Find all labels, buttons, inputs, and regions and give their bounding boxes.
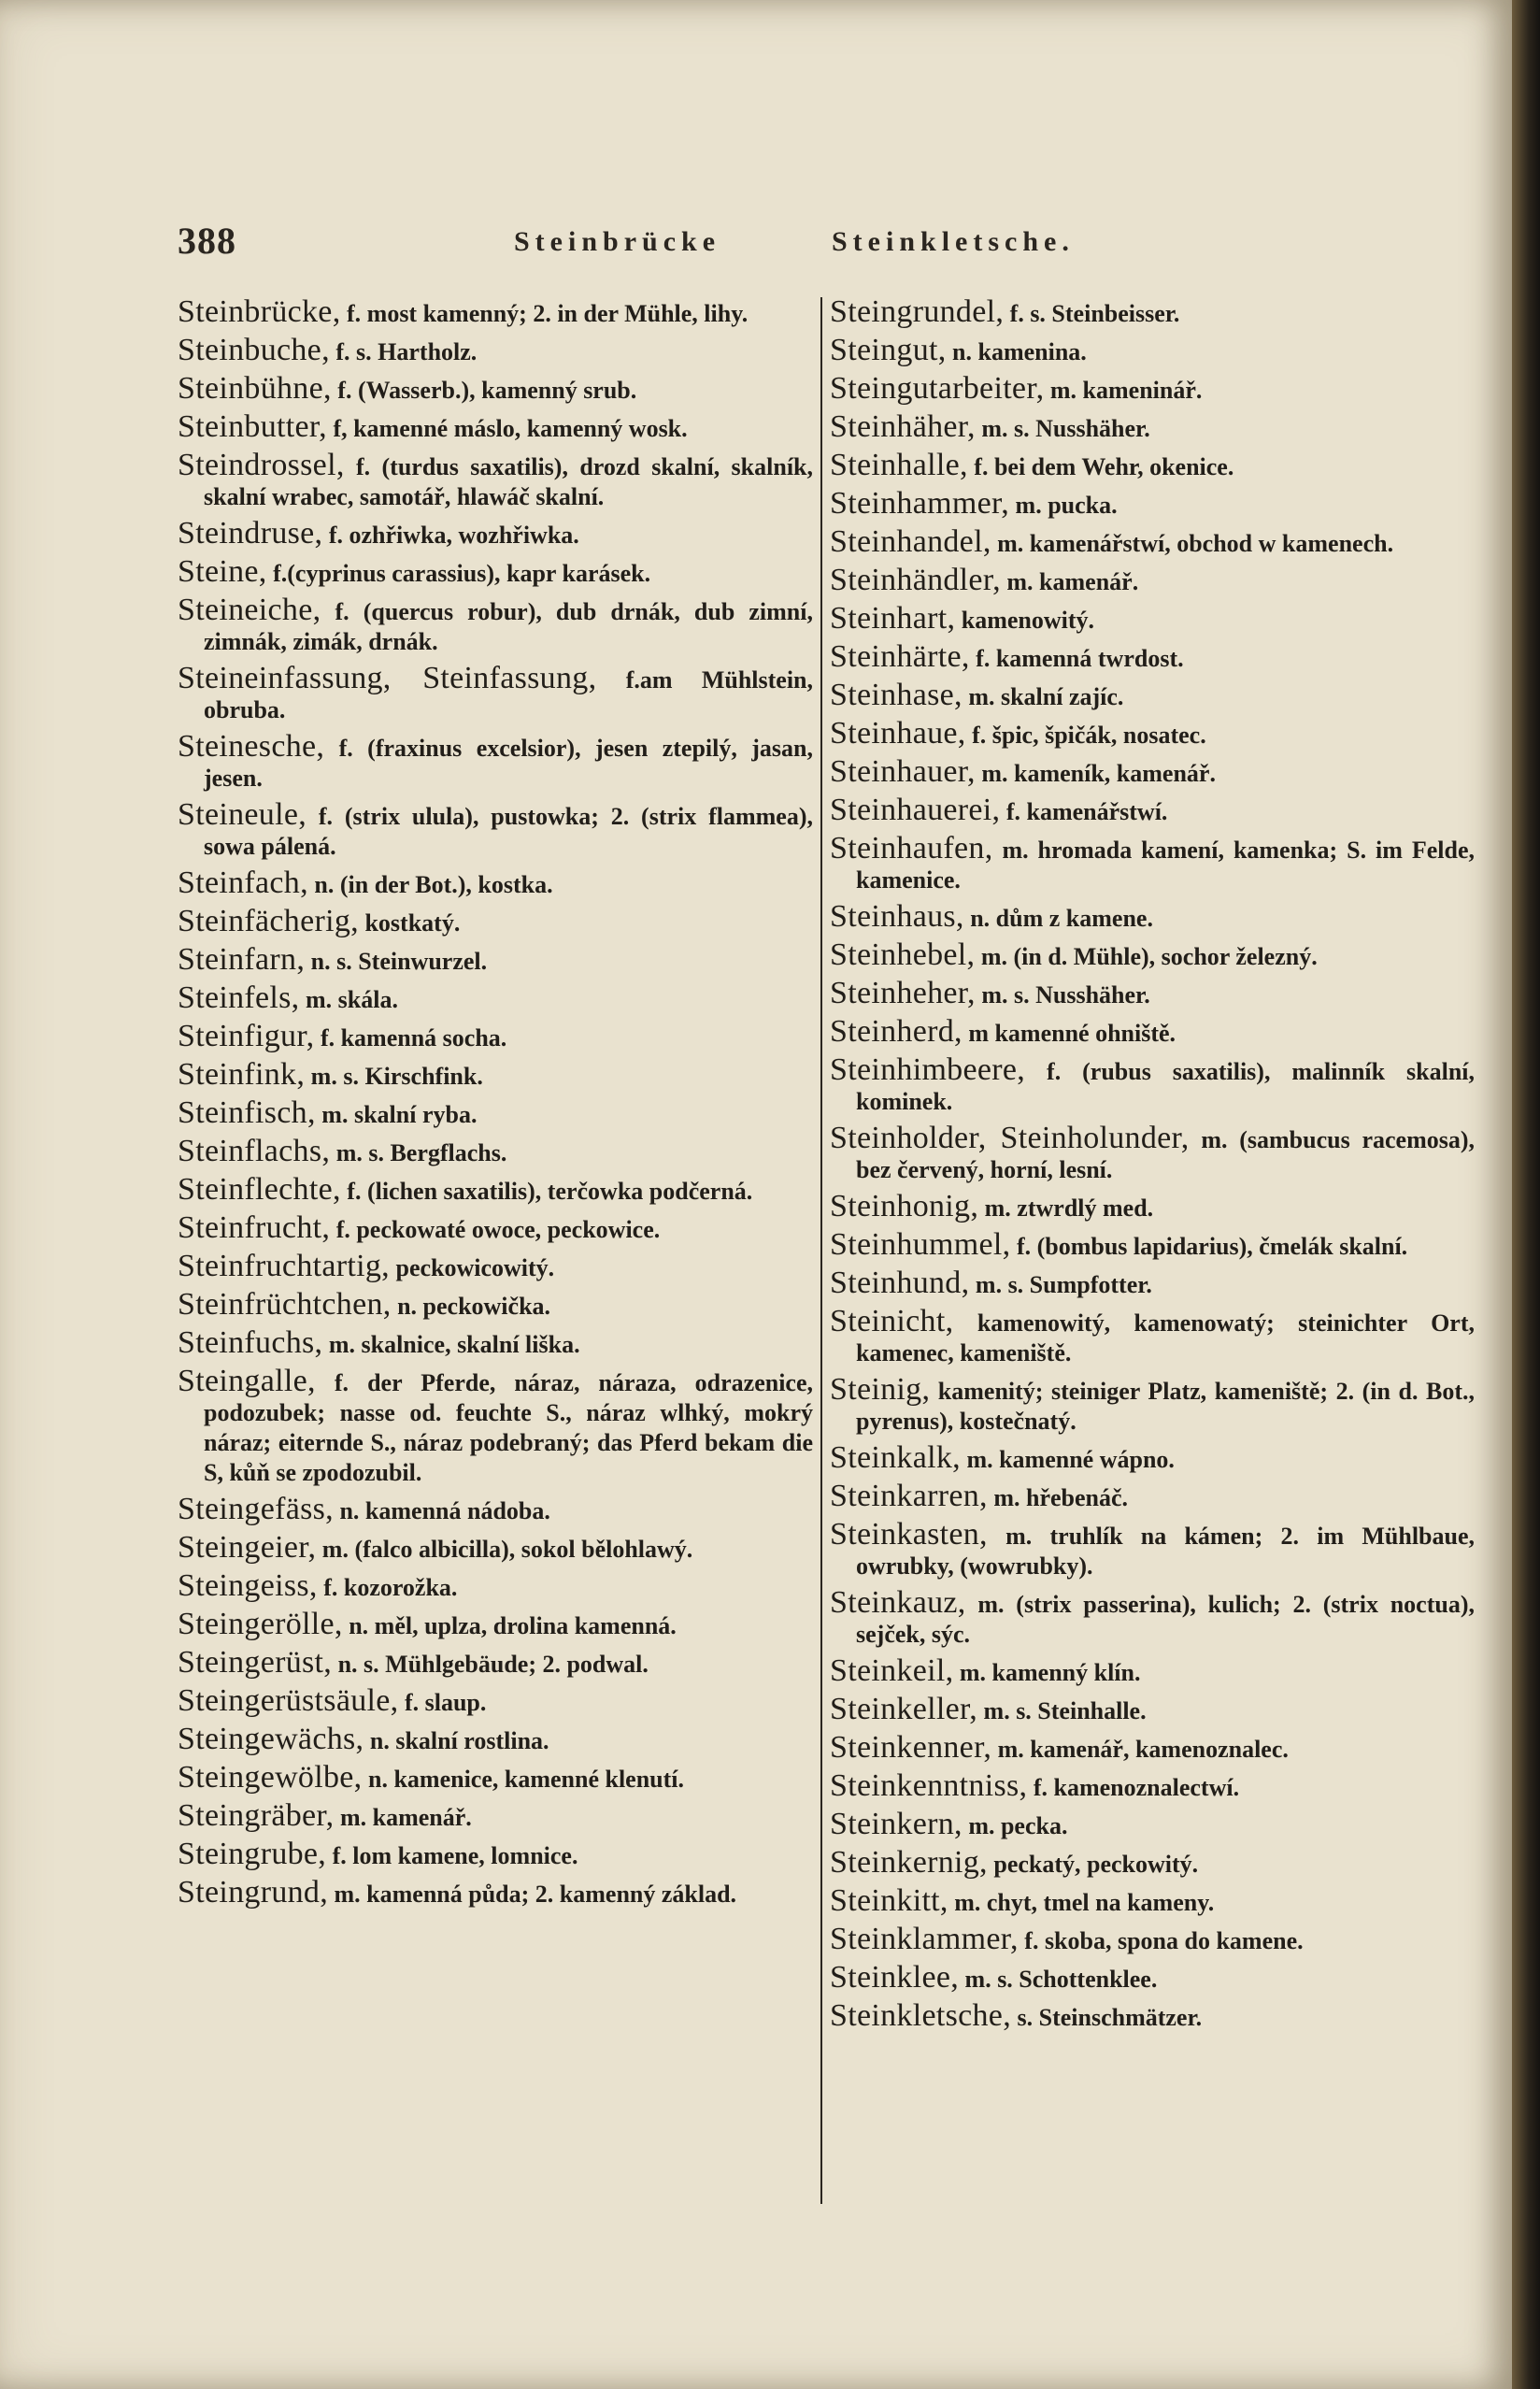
entry-definition: f. lom kamene, lomnice.: [332, 1842, 578, 1869]
entry-definition: m. kameník, kamenář.: [981, 760, 1216, 787]
entry-definition: m. (sambucus racemosa), bez červený, horní, lesní.: [856, 1126, 1476, 1183]
entry-headword: Steinig,: [830, 1372, 931, 1407]
entry-headword: Steinfarn,: [178, 942, 306, 977]
entry-definition: m. s. Nusshäher.: [981, 981, 1150, 1009]
entry-definition: f. peckowaté owoce, peckowice.: [335, 1216, 661, 1243]
dictionary-entry: [830, 1960, 1475, 1995]
dictionary-entry: [178, 661, 814, 725]
entry-headword: Steinhimbeere,: [830, 1052, 1026, 1087]
entry-headword: Steinkeller,: [830, 1692, 978, 1726]
entry-headword: Steingeiss,: [178, 1568, 318, 1603]
entry-definition: m. s. Kirschfink.: [310, 1063, 483, 1090]
entry-headword: Steinhund,: [830, 1266, 970, 1300]
dictionary-entry: [178, 1798, 813, 1833]
entry-headword: Steinkitt,: [830, 1883, 948, 1918]
entry-definition: f. s. Steinbeisser.: [1009, 300, 1180, 327]
dictionary-entry: [830, 1014, 1475, 1049]
entry-definition: m. chyt, tmel na kameny.: [954, 1889, 1215, 1916]
entry-definition: f. (fraxinus excelsior), jesen ztepilý, jasan, jesen.: [204, 735, 813, 792]
entry-definition: m. truhlík na kámen; 2. im Mühlbaue, owrubky, (wowrubky).: [856, 1523, 1476, 1580]
dictionary-entry: [830, 1585, 1475, 1650]
entry-headword: Steinkasten,: [830, 1517, 988, 1552]
entry-definition: f. most kamenný; 2. in der Mühle, lihy.: [347, 300, 749, 327]
entry-headword: Steinhandel,: [830, 524, 991, 559]
entry-definition: m. s. Schottenklee.: [964, 1966, 1158, 1993]
entry-headword: Steinfruchtartig,: [178, 1249, 390, 1283]
entry-definition: f. (Wasserb.), kamenný srub.: [337, 377, 637, 404]
dictionary-entry: [830, 1807, 1475, 1841]
dictionary-entry: [178, 1492, 813, 1526]
entry-headword: Steinholder, Steinholunder,: [830, 1121, 1190, 1155]
entry-headword: Steingrube,: [178, 1837, 327, 1871]
dictionary-entry: [830, 1227, 1475, 1262]
entry-headword: Steinfels,: [178, 980, 300, 1015]
entry-definition: s. Steinschmätzer.: [1017, 2004, 1203, 2031]
entry-definition: m. kamenná půda; 2. kamenný základ.: [334, 1881, 737, 1908]
entry-headword: Steinkeil,: [830, 1653, 954, 1688]
dictionary-entry: [178, 1645, 813, 1680]
entry-headword: Steinhammer,: [830, 486, 1010, 521]
dictionary-entry: [178, 409, 813, 444]
entry-definition: n. skalní rostlina.: [369, 1727, 549, 1754]
entry-definition: f. kozorožka.: [323, 1574, 458, 1601]
entry-headword: Steinheher,: [830, 976, 976, 1010]
dictionary-entry: [178, 1172, 813, 1207]
entry-definition: m. (strix passerina), kulich; 2. (strix noctua), sejček, sýc.: [856, 1591, 1475, 1648]
dictionary-entry: [830, 1845, 1475, 1880]
dictionary-entry: [178, 1530, 813, 1565]
entry-definition: m. (falco albicilla), sokol bělohlawý.: [321, 1536, 693, 1563]
entry-definition: n. dům z kamene.: [970, 905, 1153, 932]
entry-headword: Steinhalle,: [830, 448, 968, 482]
entry-headword: Steinhauer,: [830, 754, 976, 789]
entry-definition: kamenitý; steiniger Platz, kameniště; 2. (in d. Bot., pyrenus), kostečnatý.: [856, 1378, 1475, 1435]
entry-headword: Steineinfassung, Steinfassung,: [178, 661, 597, 695]
entry-definition: m. skalnice, skalní liška.: [328, 1331, 580, 1358]
dictionary-entry: [178, 1325, 813, 1360]
dictionary-entry: [830, 409, 1475, 444]
dictionary-entry: [830, 333, 1475, 367]
dictionary-entry: [178, 1019, 813, 1053]
entry-definition: n. s. Steinwurzel.: [310, 948, 488, 975]
guide-word-left: Steinbrücke: [514, 226, 721, 257]
entry-definition: m. ztwrdlý med.: [984, 1194, 1154, 1222]
dictionary-entry: [178, 904, 813, 938]
dictionary-entry: [830, 1768, 1475, 1803]
entry-definition: f. slaup.: [404, 1689, 487, 1716]
entry-definition: m. kamenář.: [1006, 568, 1139, 595]
dictionary-entry: [178, 1839, 813, 1871]
dictionary-entry: [830, 1517, 1476, 1581]
entry-headword: Steinhäher,: [830, 409, 976, 444]
dictionary-entry: [830, 716, 1475, 751]
page-header: [178, 213, 1168, 269]
entry-definition: f. (quercus robur), dub drnák, dub zimní, zimnák, zimák, drnák.: [204, 598, 813, 655]
dictionary-entry: [178, 1724, 813, 1756]
entry-definition: f.am Mühlstein, obruba.: [204, 666, 814, 723]
entry-headword: Steinhonig,: [830, 1189, 979, 1223]
entry-headword: Steinflachs,: [178, 1134, 331, 1168]
entry-headword: Steinhärte,: [830, 639, 970, 674]
entry-headword: Steinfrucht,: [178, 1210, 331, 1245]
entry-headword: Steinflechte,: [178, 1172, 341, 1207]
dictionary-entry: [830, 1481, 1475, 1513]
entry-headword: Steinbuche,: [178, 333, 330, 367]
entry-headword: Steingewölbe,: [178, 1760, 363, 1795]
dictionary-entry: [178, 1568, 813, 1603]
entry-definition: m kamenné ohniště.: [968, 1020, 1176, 1047]
dictionary-entry: [178, 1683, 813, 1718]
dictionary-entry: [830, 976, 1475, 1010]
entry-definition: f. kamenná socha.: [320, 1024, 507, 1051]
entry-definition: f. kamenoznalectwí.: [1033, 1774, 1240, 1801]
entry-definition: f. bei dem Wehr, okenice.: [974, 453, 1234, 480]
entry-headword: Steingerölle,: [178, 1607, 343, 1641]
entry-headword: Steinkarren,: [830, 1479, 988, 1513]
dictionary-entry: [830, 1730, 1475, 1765]
dictionary-entry: [178, 942, 813, 977]
entry-definition: m. hřebenáč.: [993, 1484, 1129, 1511]
dictionary-entry: [178, 1875, 813, 1910]
dictionary-entry: [178, 797, 813, 862]
dictionary-entry: [830, 680, 1475, 712]
entry-definition: f. (rubus saxatilis), malinník skalní, kominek.: [856, 1058, 1476, 1115]
dictionary-entry: [830, 1052, 1476, 1117]
entry-definition: f, kamenné máslo, kamenný wosk.: [333, 415, 688, 442]
entry-headword: Steine,: [178, 554, 267, 589]
entry-definition: m. kamenný klín.: [959, 1659, 1141, 1686]
entry-headword: Steinhebel,: [830, 937, 976, 972]
entry-definition: m. kameninář.: [1049, 377, 1203, 404]
dictionary-entry: [178, 294, 813, 329]
entry-definition: f. (strix ulula), pustowka; 2. (strix flammea), sowa pálená.: [204, 803, 813, 860]
entry-headword: Steinhaus,: [830, 899, 964, 934]
entry-definition: m. skála.: [305, 986, 398, 1013]
entry-headword: Steingewächs,: [178, 1722, 364, 1756]
dictionary-entry: [178, 1760, 813, 1795]
dictionary-entry: [178, 1095, 813, 1130]
dictionary-entry: [830, 1692, 1475, 1726]
entry-definition: f. ozhřiwka, wozhřiwka.: [328, 522, 579, 549]
entry-definition: m. kamenář, kamenoznalec.: [997, 1736, 1289, 1763]
dictionary-entry: [830, 1998, 1475, 2033]
entry-headword: Steinicht,: [830, 1304, 954, 1338]
entry-headword: Steinkletsche,: [830, 1998, 1011, 2033]
entry-headword: Steinkern,: [830, 1807, 962, 1841]
entry-headword: Steinhauerei,: [830, 793, 1001, 827]
entry-definition: m. s. Nusshäher.: [981, 415, 1150, 442]
dictionary-entry: [830, 1189, 1475, 1223]
entry-definition: f. (lichen saxatilis), terčowka podčerná.: [347, 1178, 753, 1205]
dictionary-entry: [830, 1304, 1476, 1368]
entry-headword: Steingrund,: [178, 1875, 329, 1910]
entry-definition: peckatý, peckowitý.: [993, 1851, 1199, 1878]
entry-definition: kostkatý.: [364, 909, 461, 937]
dictionary-entry: [830, 1883, 1475, 1918]
entry-headword: Steinbrücke,: [178, 294, 341, 329]
entry-definition: m. skalní zajíc.: [968, 683, 1124, 710]
dictionary-entry: [830, 831, 1476, 895]
dictionary-entry: [178, 1287, 813, 1322]
entry-definition: n. s. Mühlgebäude; 2. podwal.: [337, 1651, 649, 1678]
entry-definition: m. s. Sumpfotter.: [975, 1271, 1152, 1298]
column-divider: [820, 297, 822, 2204]
entry-headword: Steinhummel,: [830, 1227, 1011, 1262]
dictionary-entry: [178, 1366, 813, 1488]
entry-headword: Steinfrüchtchen,: [178, 1287, 392, 1322]
dictionary-entry: [178, 1134, 813, 1168]
dictionary-entry: [830, 1924, 1475, 1956]
dictionary-entry: [830, 294, 1475, 329]
dictionary-entry: [830, 1440, 1475, 1475]
dictionary-entry: [830, 899, 1475, 934]
entry-headword: Steingrundel,: [830, 294, 1005, 329]
entry-headword: Steinbühne,: [178, 371, 332, 406]
dictionary-entry: [830, 448, 1475, 482]
dictionary-entry: [178, 1057, 813, 1092]
entry-headword: Steinherd,: [830, 1014, 962, 1049]
dictionary-entry: [830, 795, 1475, 827]
dictionary-entry: [830, 754, 1475, 789]
entry-definition: kamenowitý, kamenowatý; steinichter Ort, kamenec, kameniště.: [856, 1309, 1476, 1366]
entry-headword: Steinfink,: [178, 1057, 306, 1092]
entry-definition: n. kamenná nádoba.: [339, 1497, 550, 1524]
entry-headword: Steinhart,: [830, 601, 956, 636]
entry-definition: f. (turdus saxatilis), drozd skalní, skalník, skalní wrabec, samotář, hlawáč skalní.: [204, 453, 814, 510]
dictionary-entry: [830, 565, 1475, 597]
entry-definition: m. (in d. Mühle), sochor železný.: [980, 943, 1318, 970]
dictionary-entry: [178, 554, 813, 589]
dictionary-entry: [830, 639, 1475, 674]
dictionary-entry: [178, 865, 813, 900]
entry-definition: m. kamenné wápno.: [966, 1446, 1175, 1473]
entry-headword: Steinfisch,: [178, 1095, 316, 1130]
entry-headword: Steingalle,: [178, 1364, 316, 1398]
entry-headword: Steineiche,: [178, 593, 321, 627]
entry-headword: Steinhase,: [830, 678, 962, 712]
dictionary-entry: [830, 601, 1475, 636]
dictionary-entry: [830, 1653, 1475, 1688]
dictionary-entry: [178, 333, 813, 367]
entry-definition: f. skoba, spona do kamene.: [1024, 1927, 1304, 1954]
entry-headword: Steineule,: [178, 797, 307, 832]
entry-headword: Steinhändler,: [830, 563, 1001, 597]
entry-headword: Steingerüst,: [178, 1645, 333, 1680]
entry-headword: Steinesche,: [178, 729, 325, 764]
dictionary-entry: [830, 1268, 1475, 1300]
dictionary-entry: [178, 595, 813, 657]
dictionary-entry: [830, 1123, 1475, 1185]
page-number: 388: [178, 220, 236, 262]
book-spine: [1512, 0, 1540, 2389]
entry-definition: f.(cyprinus carassius), kapr karásek.: [273, 560, 651, 587]
dictionary-entry: [830, 486, 1475, 521]
entry-headword: Steinfächerig,: [178, 904, 359, 938]
entry-definition: kamenowitý.: [961, 607, 1095, 634]
entry-headword: Steinkernig,: [830, 1845, 988, 1880]
entry-definition: m. skalní ryba.: [321, 1101, 478, 1128]
entry-headword: Steinbutter,: [178, 409, 327, 444]
dictionary-entry: [830, 524, 1475, 559]
entry-headword: Steinfach,: [178, 865, 308, 900]
entry-definition: m. kamenářstwí, obchod w kamenech.: [997, 530, 1394, 557]
guide-word-right: Steinkletsche.: [832, 226, 1075, 257]
entry-headword: Steinhaue,: [830, 716, 966, 751]
entry-headword: Steingräber,: [178, 1798, 335, 1833]
entry-definition: f. s. Hartholz.: [335, 338, 478, 365]
entry-headword: Steinkalk,: [830, 1440, 961, 1475]
entry-headword: Steinklammer,: [830, 1922, 1019, 1956]
entry-definition: m. s. Bergflachs.: [335, 1139, 507, 1166]
entry-definition: m. pecka.: [968, 1812, 1068, 1839]
entry-headword: Steingefäss,: [178, 1492, 334, 1526]
dictionary-entry: [830, 937, 1475, 972]
dictionary-entry: [830, 371, 1475, 406]
dictionary-entry: [178, 1249, 813, 1283]
entry-headword: Steinfuchs,: [178, 1325, 323, 1360]
entry-headword: Steinklee,: [830, 1960, 960, 1995]
entry-headword: Steinfigur,: [178, 1019, 315, 1053]
entry-definition: m. s. Steinhalle.: [983, 1697, 1147, 1724]
dictionary-entry: [830, 1372, 1475, 1437]
dictionary-entry: [178, 729, 813, 794]
right-column: [830, 294, 1476, 2039]
entry-definition: f. (bombus lapidarius), čmelák skalní.: [1016, 1233, 1408, 1260]
entry-headword: Steindruse,: [178, 516, 323, 551]
entry-headword: Steingutarbeiter,: [830, 371, 1045, 406]
entry-definition: f. der Pferde, náraz, náraza, odrazenice, podozubek; nasse od. feuchte S., náraz wlhký, mokrý náraz; eiternde S., náraz podebraný; das Pferd bekam die S, kůň se zpodozubil.: [204, 1369, 813, 1486]
dictionary-entry: [178, 448, 814, 512]
entry-definition: n. peckowička.: [397, 1293, 551, 1320]
entry-headword: Steindrossel,: [178, 448, 345, 482]
entry-definition: peckowicowitý.: [395, 1254, 555, 1281]
entry-headword: Steinhaufen,: [830, 831, 993, 865]
entry-definition: n. kamenice, kamenné klenutí.: [367, 1766, 685, 1793]
entry-headword: Steinkenner,: [830, 1730, 992, 1765]
dictionary-entry: [178, 1210, 813, 1245]
entry-definition: n. měl, uplza, drolina kamenná.: [349, 1612, 677, 1639]
entry-definition: f. kamenářstwí.: [1005, 798, 1168, 825]
entry-headword: Steingerüstsäule,: [178, 1683, 399, 1718]
entry-headword: Steingeier,: [178, 1530, 317, 1565]
entry-headword: Steinkauz,: [830, 1585, 966, 1620]
entry-definition: m. pucka.: [1015, 492, 1118, 519]
dictionary-entry: [178, 371, 813, 406]
entry-headword: Steinkenntniss,: [830, 1768, 1028, 1803]
entry-definition: f. kamenná twrdost.: [976, 645, 1184, 672]
dictionary-entry: [178, 516, 813, 551]
entry-definition: n. kamenina.: [952, 338, 1087, 365]
entry-headword: Steingut,: [830, 333, 947, 367]
left-column: [178, 294, 814, 1916]
dictionary-entry: [178, 1609, 813, 1641]
entry-definition: f. špic, špičák, nosatec.: [972, 722, 1206, 749]
dictionary-entry: [178, 980, 813, 1015]
entry-definition: m. hromada kamení, kamenka; S. im Felde, kamenice.: [856, 837, 1476, 894]
entry-definition: m. kamenář.: [339, 1804, 472, 1831]
entry-definition: n. (in der Bot.), kostka.: [314, 871, 553, 898]
